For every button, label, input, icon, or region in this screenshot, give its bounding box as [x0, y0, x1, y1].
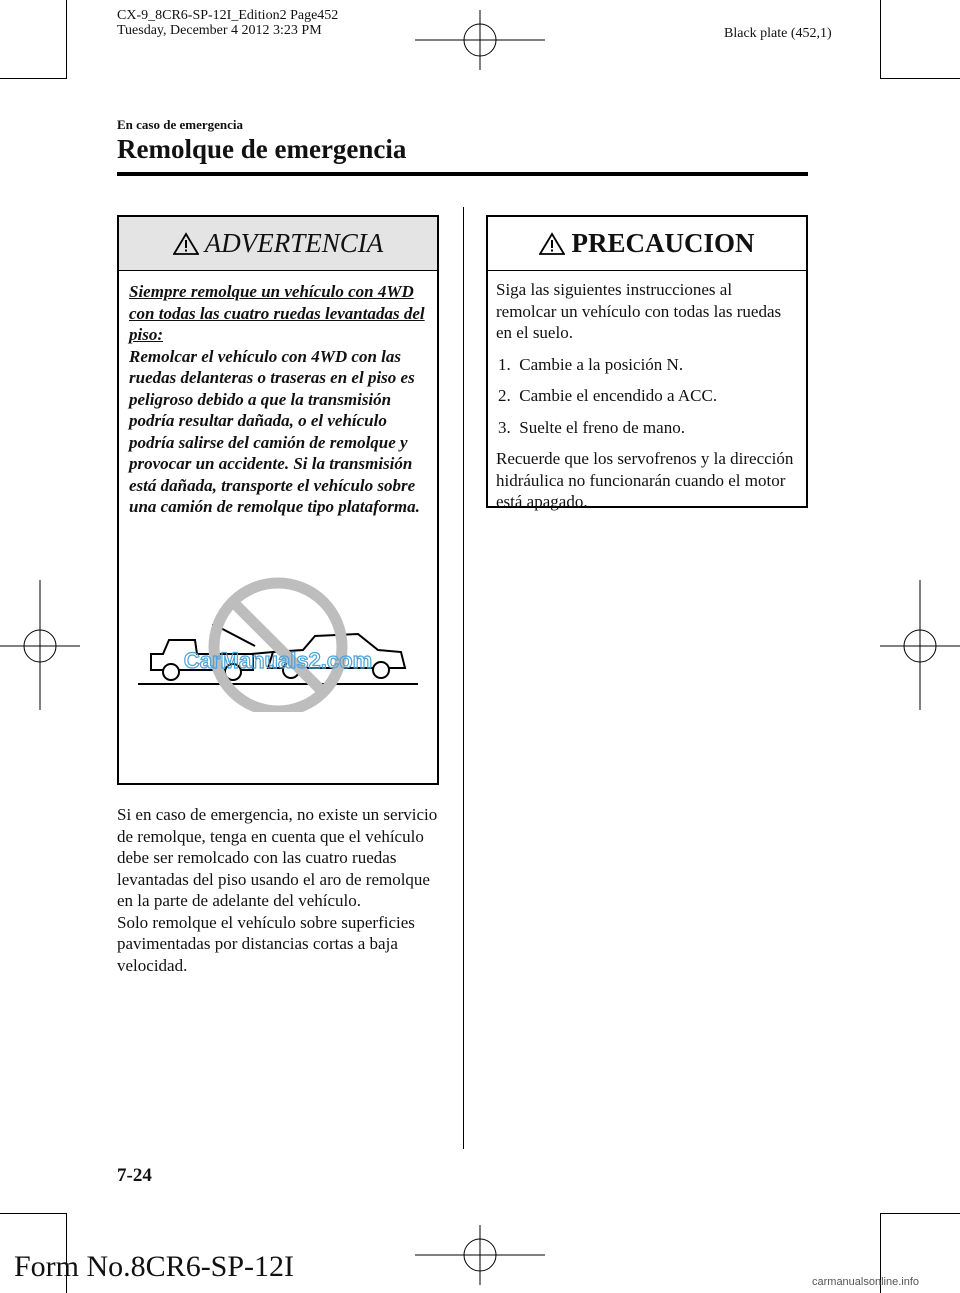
- tow-prohibited-illustration: [133, 572, 423, 712]
- step-number: 2.: [498, 386, 511, 405]
- step-number: 1.: [498, 354, 511, 374]
- site-watermark: carmanualsonline.info: [812, 1276, 920, 1288]
- caution-step: [498, 417, 796, 439]
- crop-mark: [880, 78, 960, 79]
- plate-label: Black plate (452,1): [724, 26, 832, 41]
- caution-body: [488, 271, 806, 513]
- warning-box: [117, 215, 439, 785]
- warning-header: [119, 217, 437, 271]
- caution-outro: Recuerde que los servofrenos y la dirección hidráulica no funcionarán cuando el motor está apagado.: [496, 449, 794, 511]
- caution-heading: PRECAUCION: [571, 228, 755, 258]
- body-paragraph-1: Si en caso de emergencia, no existe un servicio de remolque, tenga en cuenta que el vehículo debe ser remolcado con las cuatro ruedas levantadas del piso usando el aro de remolque en la parte de adelante del vehículo.: [117, 805, 438, 910]
- crop-mark: [0, 1213, 67, 1214]
- warning-triangle-icon: [173, 232, 199, 256]
- crop-mark: [880, 0, 881, 78]
- print-file-line: CX-9_8CR6-SP-12I_Edition2 Page452: [117, 8, 339, 23]
- crop-mark: [880, 1213, 960, 1214]
- registration-mark-bottom: [415, 1225, 545, 1285]
- crop-mark: [0, 78, 67, 79]
- step-text: Suelte el freno de mano.: [519, 417, 685, 437]
- registration-mark-left: [0, 580, 80, 710]
- print-meta: [117, 8, 338, 38]
- page-number: 7-24: [117, 1165, 152, 1186]
- step-text: Cambie a la posición N.: [519, 354, 684, 374]
- body-text: [117, 804, 443, 976]
- form-number: Form No.8CR6-SP-12I: [14, 1250, 295, 1283]
- warning-heading: ADVERTENCIA: [204, 228, 384, 258]
- warning-text: Remolcar el vehículo con 4WD con las ruedas delanteras o traseras en el piso es peligroso debido a que la transmisión podría resultar dañada, o el vehículo podría salirse del camión de remolque y provocar un accidente. Si la transmisión está dañada, transporte el vehículo sobre una camión de remolque tipo plataforma.: [129, 346, 420, 516]
- registration-mark-right: [880, 580, 960, 710]
- header-rule: [117, 172, 808, 176]
- caution-header: [488, 217, 806, 271]
- figure-watermark: CarManuals2.com: [183, 648, 373, 673]
- caution-step: [498, 385, 796, 407]
- registration-mark-top: [415, 10, 545, 70]
- warning-body: [119, 271, 437, 518]
- warning-lead: Siempre remolque un vehículo con 4WD con todas las cuatro ruedas levantadas del piso:: [129, 282, 425, 344]
- step-text: Cambie el encendido a ACC.: [519, 386, 718, 405]
- caution-box: [486, 215, 808, 511]
- body-paragraph-2: Solo remolque el vehículo sobre superficies pavimentadas por distancias cortas a baja velocidad.: [117, 912, 415, 975]
- caution-step: [498, 354, 796, 376]
- crop-mark: [66, 0, 67, 78]
- column-divider: [463, 207, 464, 1149]
- step-number: 3.: [498, 417, 511, 437]
- page-title: Remolque de emergencia: [117, 134, 407, 164]
- section-label: En caso de emergencia: [117, 117, 244, 132]
- print-date-line: Tuesday, December 4 2012 3:23 PM: [117, 23, 322, 38]
- caution-intro: Siga las siguientes instrucciones al remolcar un vehículo con todas las ruedas en el suelo.: [496, 280, 782, 342]
- caution-triangle-icon: [539, 232, 565, 256]
